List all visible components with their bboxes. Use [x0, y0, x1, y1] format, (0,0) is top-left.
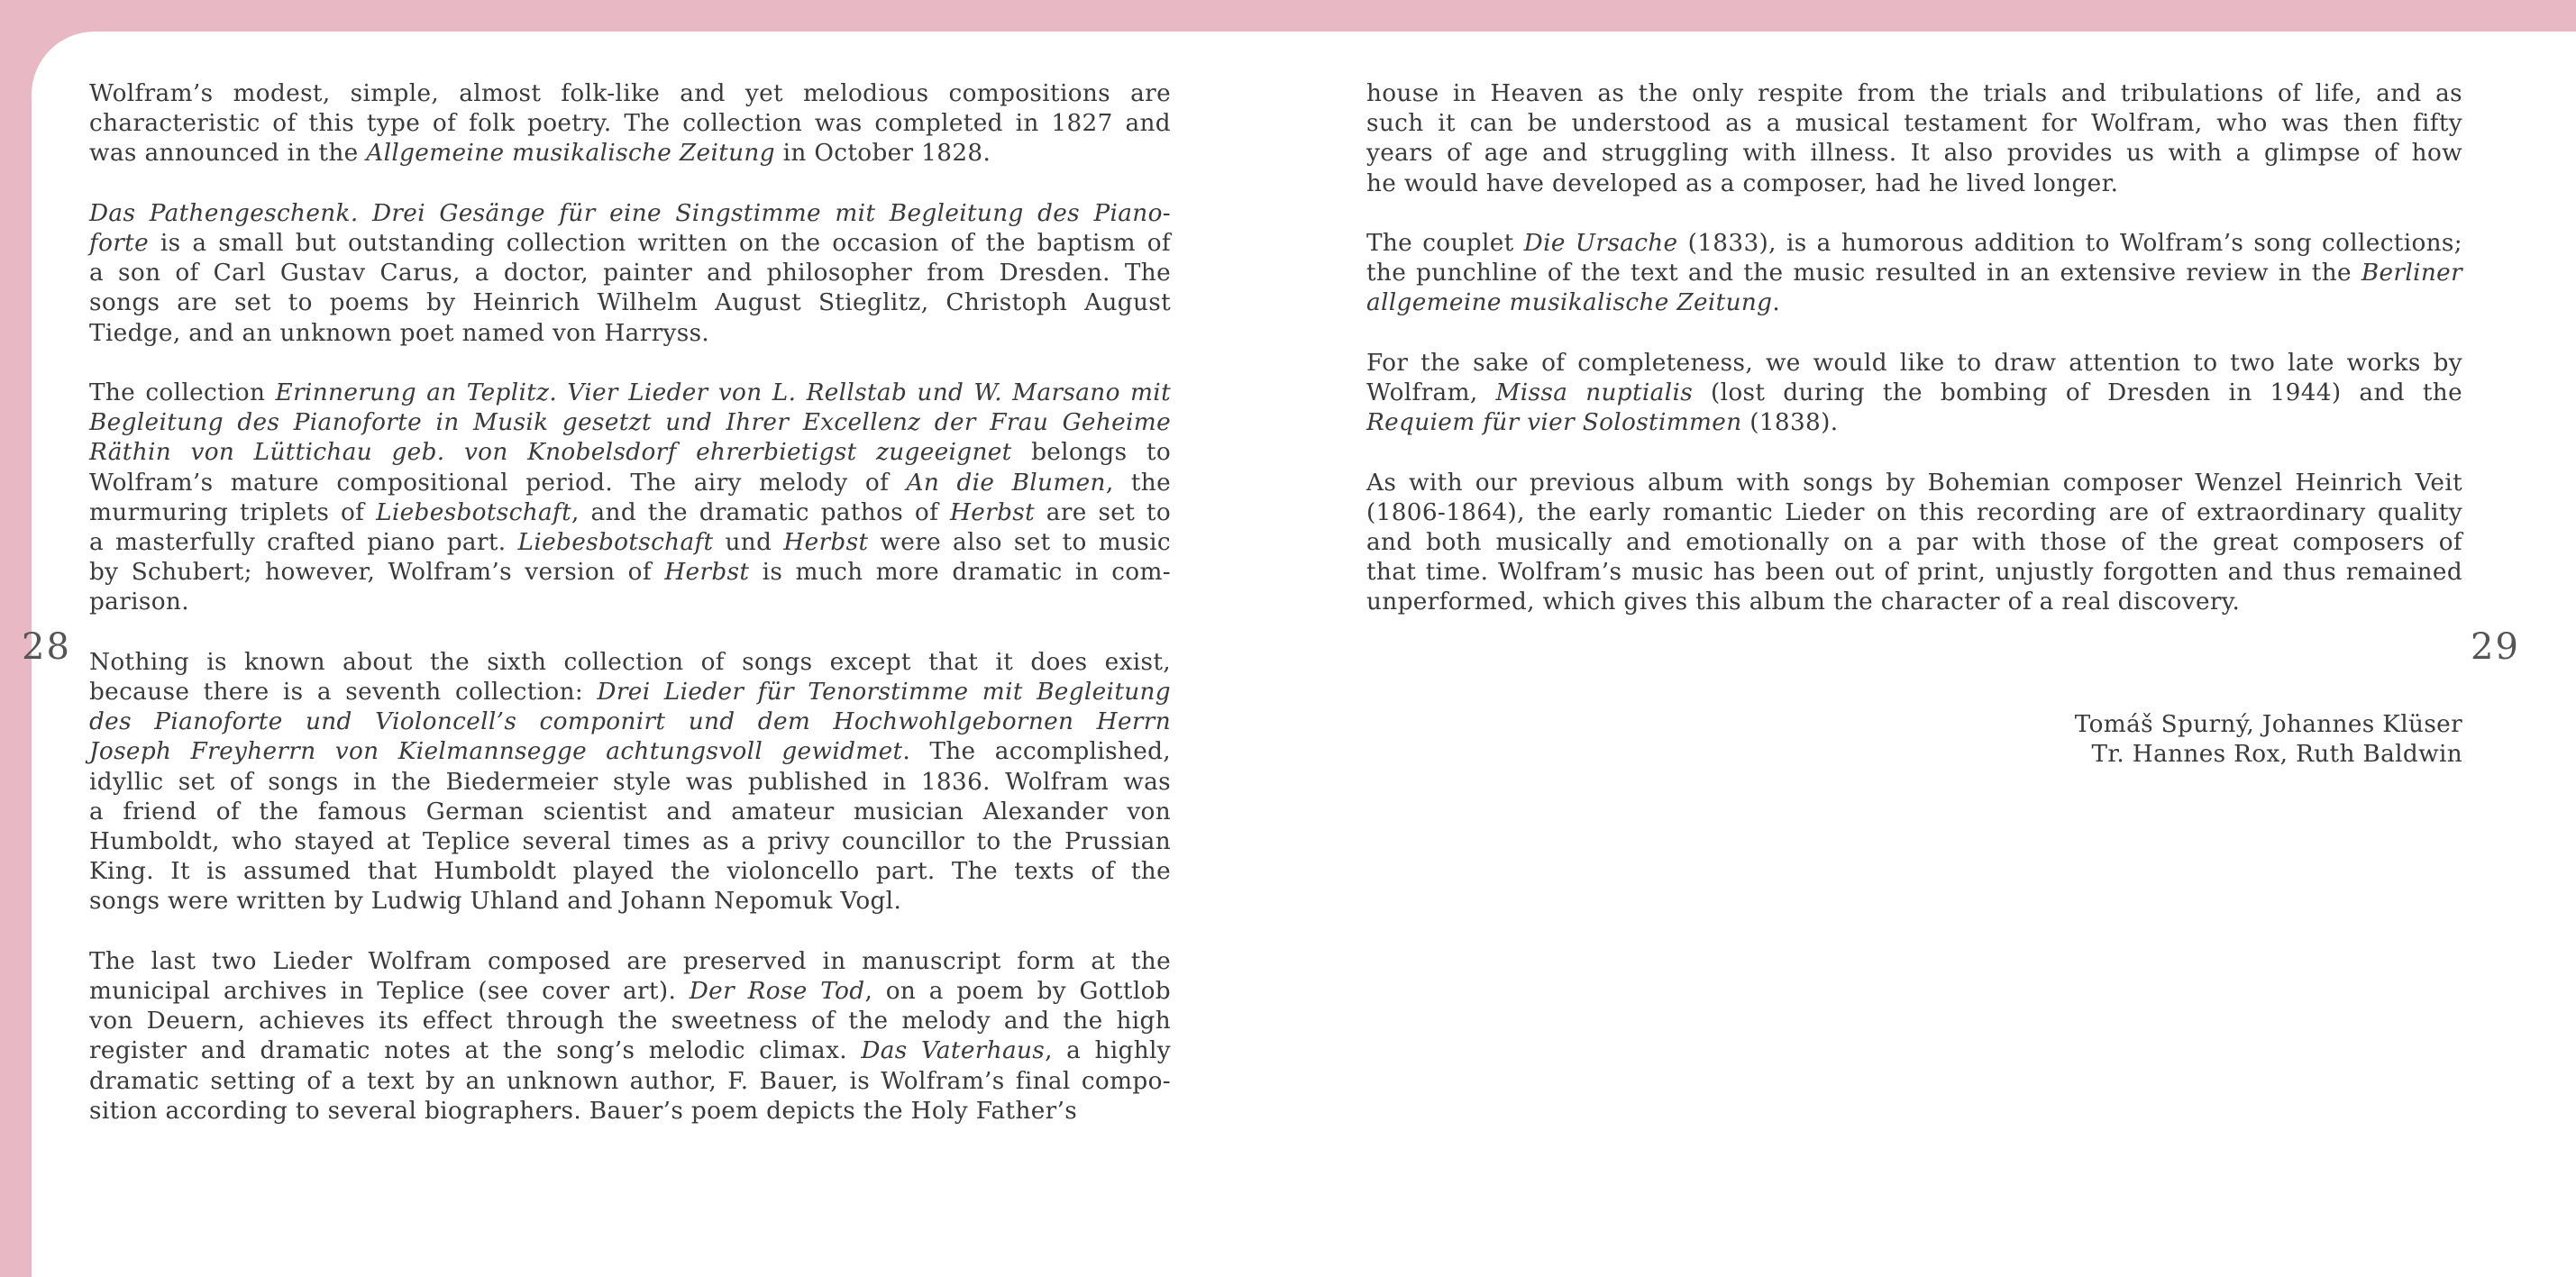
text-run: and both musically and emotionally on a par with those of the great composers of: [1366, 529, 2462, 556]
text-line: [89, 319, 1171, 349]
italic-title: Der Rose Tod: [689, 978, 865, 1006]
text-line: [1366, 349, 2462, 379]
text-run: Tiedge, and an unknown poet named von Harryss.: [89, 319, 710, 347]
text-run: dramatic setting of a text by an unknown author, F. Bauer, is Wolfram’s final compo-: [89, 1067, 1171, 1095]
text-run: by Schubert; however, Wolfram’s version of: [89, 559, 665, 587]
text-line: [1366, 588, 2462, 617]
text-run: . The accomplished,: [902, 738, 1172, 766]
paragraph: [89, 379, 1171, 618]
text-line: [89, 768, 1171, 798]
text-line: [89, 1067, 1171, 1097]
text-run: idyllic set of songs in the Biedermeier style was published in 1836. Wolfram was: [89, 768, 1171, 796]
italic-title: Räthin von Lüttichau geb. von Knobelsdorf ehrerbietigst zugeeignet: [89, 439, 1012, 467]
text-line: [89, 288, 1171, 318]
text-run: songs were written by Ludwig Uhland and Johann Nepomuk Vogl.: [89, 888, 902, 916]
text-line: [1366, 408, 2462, 438]
text-line: [89, 558, 1171, 588]
text-line: [1366, 469, 2462, 498]
text-run: .: [1772, 289, 1781, 317]
text-line: [89, 947, 1171, 977]
text-run: municipal archives in Teplice (see cover art).: [89, 978, 690, 1006]
text-run: a masterfully crafted piano part.: [89, 529, 518, 557]
text-line: [89, 737, 1171, 767]
text-line: [89, 1097, 1171, 1126]
text-line: [1366, 169, 2462, 199]
text-line: [1366, 498, 2462, 528]
italic-title: Joseph Freyherrn von Kielmannsegge achtungsvoll gewidmet: [89, 738, 903, 766]
italic-title: Herbst: [949, 498, 1036, 526]
text-run: register and dramatic notes at the song’s melodic climax.: [89, 1037, 862, 1065]
text-run: The couplet: [1366, 230, 1524, 257]
italic-title: Begleitung des Pianoforte in Musik gesetzt und Ihrer Excellenz der Frau Geheime: [89, 409, 1171, 437]
text-run: characteristic of this type of folk poetry. The collection was completed in 1827 and: [89, 110, 1171, 138]
paragraph: [89, 199, 1171, 349]
text-line: [89, 588, 1171, 617]
translator-names: Tr. Hannes Rox, Ruth Baldwin: [2091, 741, 2462, 769]
text-line: [1366, 259, 2462, 288]
text-line: [1366, 229, 2462, 259]
italic-title: Das Pathengeschenk. Drei Gesänge für eine Singstimme mit Begleitung des Piano-: [89, 199, 1171, 227]
text-line: [89, 139, 1171, 169]
text-run: a son of Carl Gustav Carus, a doctor, painter and philosopher from Dresden. The: [89, 260, 1171, 287]
text-run: is much more dramatic in com-: [749, 559, 1171, 587]
author-names: Tomáš Spurný, Johannes Klüser: [2074, 711, 2462, 738]
page-number-right: 29: [2471, 626, 2520, 668]
text-run: sition according to several biographers. Bauer’s poem depicts the Holy Father’s: [89, 1097, 1078, 1125]
text-line: [89, 199, 1171, 229]
text-run: The collection: [89, 379, 276, 406]
text-line: [89, 1036, 1171, 1066]
left-page-text-column: [89, 79, 1171, 1156]
text-run: The last two Lieder Wolfram composed are preserved in manuscript form at the: [89, 947, 1171, 975]
text-run: because there is a seventh collection:: [89, 679, 598, 707]
text-run: , the: [1105, 469, 1171, 497]
italic-title: allgemeine musikalische Zeitung: [1366, 289, 1773, 317]
italic-title: Allgemeine musikalische Zeitung: [366, 140, 775, 168]
italic-title: Die Ursache: [1523, 230, 1678, 257]
text-run: are set to: [1035, 498, 1172, 526]
text-run: Humboldt, who stayed at Teplice several times as a privy councillor to the Prussian: [89, 828, 1171, 856]
text-run: were also set to music: [868, 529, 1171, 557]
italic-title: Requiem für vier Solostimmen: [1366, 409, 1742, 437]
text-run: house in Heaven as the only respite from the trials and tribulations of life, and as: [1366, 80, 2462, 107]
text-line: [89, 887, 1171, 917]
italic-title: Drei Lieder für Tenorstimme mit Begleitung: [597, 679, 1171, 707]
text-line: [89, 498, 1171, 528]
text-line: [89, 798, 1171, 827]
text-line: [89, 79, 1171, 109]
italic-title: Berliner: [2361, 260, 2462, 287]
text-run: in October 1828.: [774, 140, 991, 168]
text-run: (lost during the bombing of Dresden in 1944) and the: [1693, 379, 2462, 406]
text-run: (1838).: [1741, 409, 1839, 437]
text-run: , a highly: [1045, 1037, 1171, 1065]
text-run: belongs to: [1011, 439, 1171, 467]
italic-title: Herbst: [783, 529, 869, 557]
text-line: [89, 259, 1171, 288]
italic-title: Herbst: [664, 559, 750, 587]
author-signature: [1366, 710, 2462, 770]
text-run: Wolfram’s mature compositional period. The airy melody of: [89, 469, 907, 497]
text-line: [1366, 79, 2462, 109]
text-line: [1366, 528, 2462, 558]
text-line: [1366, 558, 2462, 588]
italic-title: Missa nuptialis: [1495, 379, 1694, 406]
text-line: [89, 857, 1171, 887]
text-run: a friend of the famous German scientist and amateur musician Alexander von: [89, 798, 1171, 825]
text-line: [89, 648, 1171, 678]
text-run: such it can be understood as a musical testament for Wolfram, who was then fifty: [1366, 110, 2462, 138]
italic-title: Das Vaterhaus: [861, 1037, 1046, 1065]
text-run: Nothing is known about the sixth collection of songs except that it does exist,: [89, 648, 1171, 676]
italic-title: Liebesbotschaft: [517, 529, 714, 557]
text-run: King. It is assumed that Humboldt played the violoncello part. The texts of the: [89, 858, 1171, 886]
italic-title: An die Blumen: [906, 469, 1106, 497]
paragraph: [1366, 349, 2462, 439]
italic-title: forte: [89, 230, 150, 257]
text-run: that time. Wolfram’s music has been out of print, unjustly forgotten and thus remained: [1366, 559, 2462, 587]
text-line: [89, 109, 1171, 139]
text-run: (1806-1864), the early romantic Lieder on this recording are of extraordinary quality: [1366, 498, 2462, 526]
text-run: For the sake of completeness, we would like to draw attention to two late works by: [1366, 349, 2462, 377]
text-line: [89, 528, 1171, 558]
text-line: [89, 977, 1171, 1007]
text-run: he would have developed as a composer, had he lived longer.: [1366, 169, 2119, 197]
text-line: [1366, 109, 2462, 139]
paragraph: [1366, 79, 2462, 199]
page-number-left: 28: [22, 626, 71, 668]
text-line: [89, 707, 1171, 737]
text-run: Wolfram’s modest, simple, almost folk-like and yet melodious compositions are: [89, 80, 1171, 107]
italic-title: Erinnerung an Teplitz. Vier Lieder von L. Rellstab und W. Marsano mit: [275, 379, 1171, 406]
text-line: [1366, 288, 2462, 318]
text-run: As with our previous album with songs by Bohemian composer Wenzel Heinrich Veit: [1366, 469, 2462, 497]
text-line: [89, 678, 1171, 707]
paragraph: [89, 947, 1171, 1126]
text-line: [1366, 139, 2462, 169]
paragraph: [1366, 229, 2462, 319]
text-run: Wolfram,: [1366, 379, 1496, 406]
paragraph: [1366, 469, 2462, 618]
text-run: parison.: [89, 588, 189, 616]
italic-title: Liebesbotschaft: [376, 498, 572, 526]
right-page-text-column: [1366, 79, 2462, 648]
text-line: [89, 379, 1171, 408]
text-line: [89, 1007, 1171, 1036]
text-line: [89, 408, 1171, 438]
text-line: [89, 438, 1171, 468]
italic-title: des Pianoforte und Violoncell’s componirt und dem Hochwohlgebornen Herrn: [89, 708, 1171, 736]
paragraph: [89, 79, 1171, 169]
text-line: [89, 827, 1171, 857]
text-run: is a small but outstanding collection written on the occasion of the baptism of: [149, 230, 1171, 257]
text-run: (1833), is a humorous addition to Wolfram’s song collections;: [1677, 230, 2462, 257]
text-run: unperformed, which gives this album the character of a real discovery.: [1366, 588, 2241, 616]
text-run: songs are set to poems by Heinrich Wilhelm August Stieglitz, Christoph August: [89, 289, 1171, 317]
text-run: und: [713, 529, 784, 557]
text-line: [89, 469, 1171, 498]
text-run: the punchline of the text and the music resulted in an extensive review in the: [1366, 260, 2361, 287]
text-line: [1366, 379, 2462, 408]
text-run: , and the dramatic pathos of: [571, 498, 950, 526]
text-run: , on a poem by Gottlob: [864, 978, 1171, 1006]
text-run: murmuring triplets of: [89, 498, 377, 526]
paragraph: [89, 648, 1171, 917]
text-run: von Deuern, achieves its effect through the sweetness of the melody and the high: [89, 1008, 1171, 1035]
text-run: was announced in the: [89, 140, 367, 168]
text-run: years of age and struggling with illness. It also provides us with a glimpse of how: [1366, 140, 2462, 168]
text-line: [89, 229, 1171, 259]
